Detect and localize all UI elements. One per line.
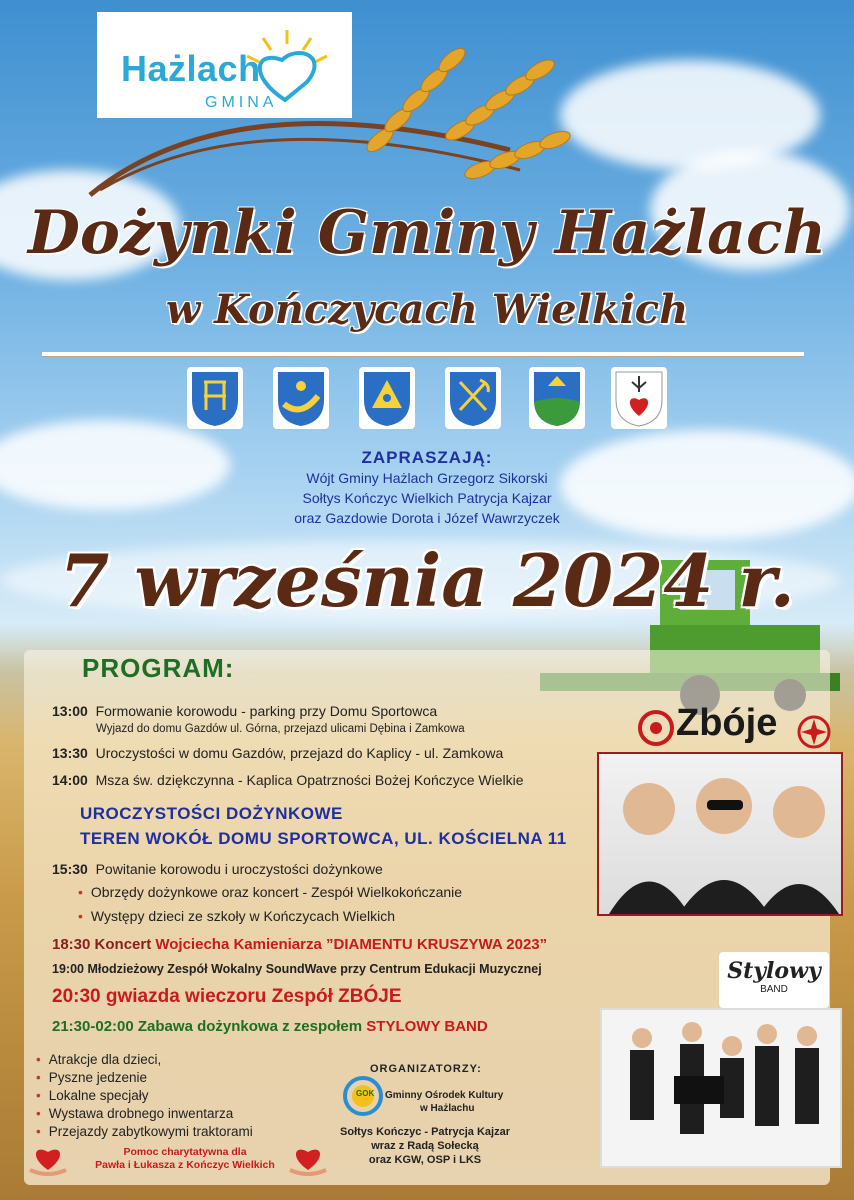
stylowy-sub: BAND — [760, 984, 788, 995]
program-bullet: • Obrzędy dożynkowe oraz koncert - Zespół Wielkokończanie — [78, 884, 462, 900]
logo-name: Hażlach — [121, 48, 261, 89]
program-award: ”DIAMENTU KRUSZYWA 2023” — [321, 936, 548, 953]
logo-sub: GMINA — [205, 94, 278, 111]
organizers-title: ORGANIZATORZY: — [370, 1063, 482, 1075]
attraction-item: • Pyszne jedzenie — [36, 1070, 147, 1085]
section-heading: TEREN WOKÓŁ DOMU SPORTOWCA, UL. KOŚCIELNA 11 — [80, 829, 567, 848]
program-item — [52, 772, 524, 788]
invite-title: ZAPRASZAJĄ: — [361, 448, 493, 467]
program-band: STYLOWY BAND — [366, 1018, 488, 1035]
stylowy-name: Stylowy — [727, 958, 821, 984]
stylowy-photo — [600, 1008, 842, 1168]
organizer-name: Gminny Ośrodek Kultury — [385, 1090, 504, 1101]
program-item: 19:00 Młodzieżowy Zespół Wokalny SoundWave przy Centrum Edukacji Muzycznej — [52, 962, 542, 976]
zboje-logo: Zbóje — [676, 702, 778, 744]
invite-line: Wójt Gminy Hażlach Grzegorz Sikorski — [306, 470, 548, 486]
attraction-item: • Wystawa drobnego inwentarza — [36, 1106, 233, 1121]
attraction-item: • Przejazdy zabytkowymi traktorami — [36, 1124, 253, 1139]
program-text: Powitanie korowodu i uroczystości dożynkowe — [95, 861, 383, 877]
charity-line: Pomoc charytatywna dla — [123, 1146, 247, 1158]
program-subitem: Wyjazd do domu Gazdów ul. Górna, przejazd ulicami Dębina i Zamkowa — [96, 723, 465, 735]
invite-line: oraz Gazdowie Dorota i Józef Wawrzyczek — [294, 510, 560, 526]
event-date: 7 września 2024 r. — [59, 538, 795, 623]
program-time: 15:30 — [52, 861, 88, 877]
program-item-concert — [52, 936, 547, 953]
band-members-icon — [602, 1010, 840, 1166]
program-text: 18:30 Koncert — [52, 936, 156, 953]
program-time: 13:30 — [52, 745, 88, 761]
page-subtitle: w Kończycach Wielkich — [165, 286, 689, 333]
heart-hands-icon — [28, 1140, 68, 1176]
program-title: PROGRAM: — [82, 653, 235, 683]
crest-4-icon — [444, 366, 502, 430]
crest-6-icon — [610, 366, 668, 430]
organizer-line: wraz z Radą Sołecką — [371, 1140, 479, 1152]
section-heading: UROCZYSTOŚCI DOŻYNKOWE — [80, 804, 343, 823]
charity-line: Pawła i Łukasza z Kończyc Wielkich — [95, 1159, 275, 1171]
logo — [97, 12, 352, 118]
crest-2-icon — [272, 366, 330, 430]
program-artist: Wojciecha Kamieniarza — [155, 936, 322, 953]
program-item — [52, 1018, 488, 1035]
star-ornament-icon — [796, 714, 832, 750]
attraction-item: • Atrakcje dla dzieci, — [36, 1052, 161, 1067]
divider — [42, 352, 804, 357]
stylowy-logo — [719, 952, 829, 1008]
page-title: Dożynki Gminy Hażlach — [27, 198, 827, 268]
invite-line: Sołtys Kończyc Wielkich Patrycja Kajzar — [302, 490, 552, 506]
organizer-line: Sołtys Kończyc - Patrycja Kajzar — [340, 1126, 510, 1138]
program-item — [52, 861, 383, 877]
crest-5-icon — [528, 366, 586, 430]
crest-1-icon — [186, 366, 244, 430]
organizer-name: w Hażlachu — [420, 1103, 475, 1114]
program-text: Msza św. dziękczynna - Kaplica Opatrzności Bożej Kończyce Wielkie — [95, 772, 524, 788]
program-item-headliner: 20:30 gwiazda wieczoru Zespół ZBÓJE — [52, 986, 402, 1007]
gok-abbr: GOK — [356, 1089, 375, 1098]
band-members-icon — [599, 754, 841, 914]
program-bullet: • Występy dzieci ze szkoły w Kończycach Wielkich — [78, 908, 395, 924]
program-text: 21:30-02:00 Zabawa dożynkowa z zespołem — [52, 1018, 367, 1035]
zboje-photo — [597, 752, 843, 916]
organizer-line: oraz KGW, OSP i LKS — [368, 1154, 482, 1166]
program-text: Uroczystości w domu Gazdów, przejazd do Kaplicy - ul. Zamkowa — [95, 745, 504, 761]
attraction-item: • Lokalne specjały — [36, 1088, 149, 1103]
program-item — [52, 703, 437, 719]
program-time: 13:00 — [52, 703, 88, 719]
program-item — [52, 745, 503, 761]
folk-ornament-icon — [636, 708, 676, 748]
crest-3-icon — [358, 366, 416, 430]
program-time: 14:00 — [52, 772, 88, 788]
program-text: Formowanie korowodu - parking przy Domu Sportowca — [95, 703, 438, 719]
